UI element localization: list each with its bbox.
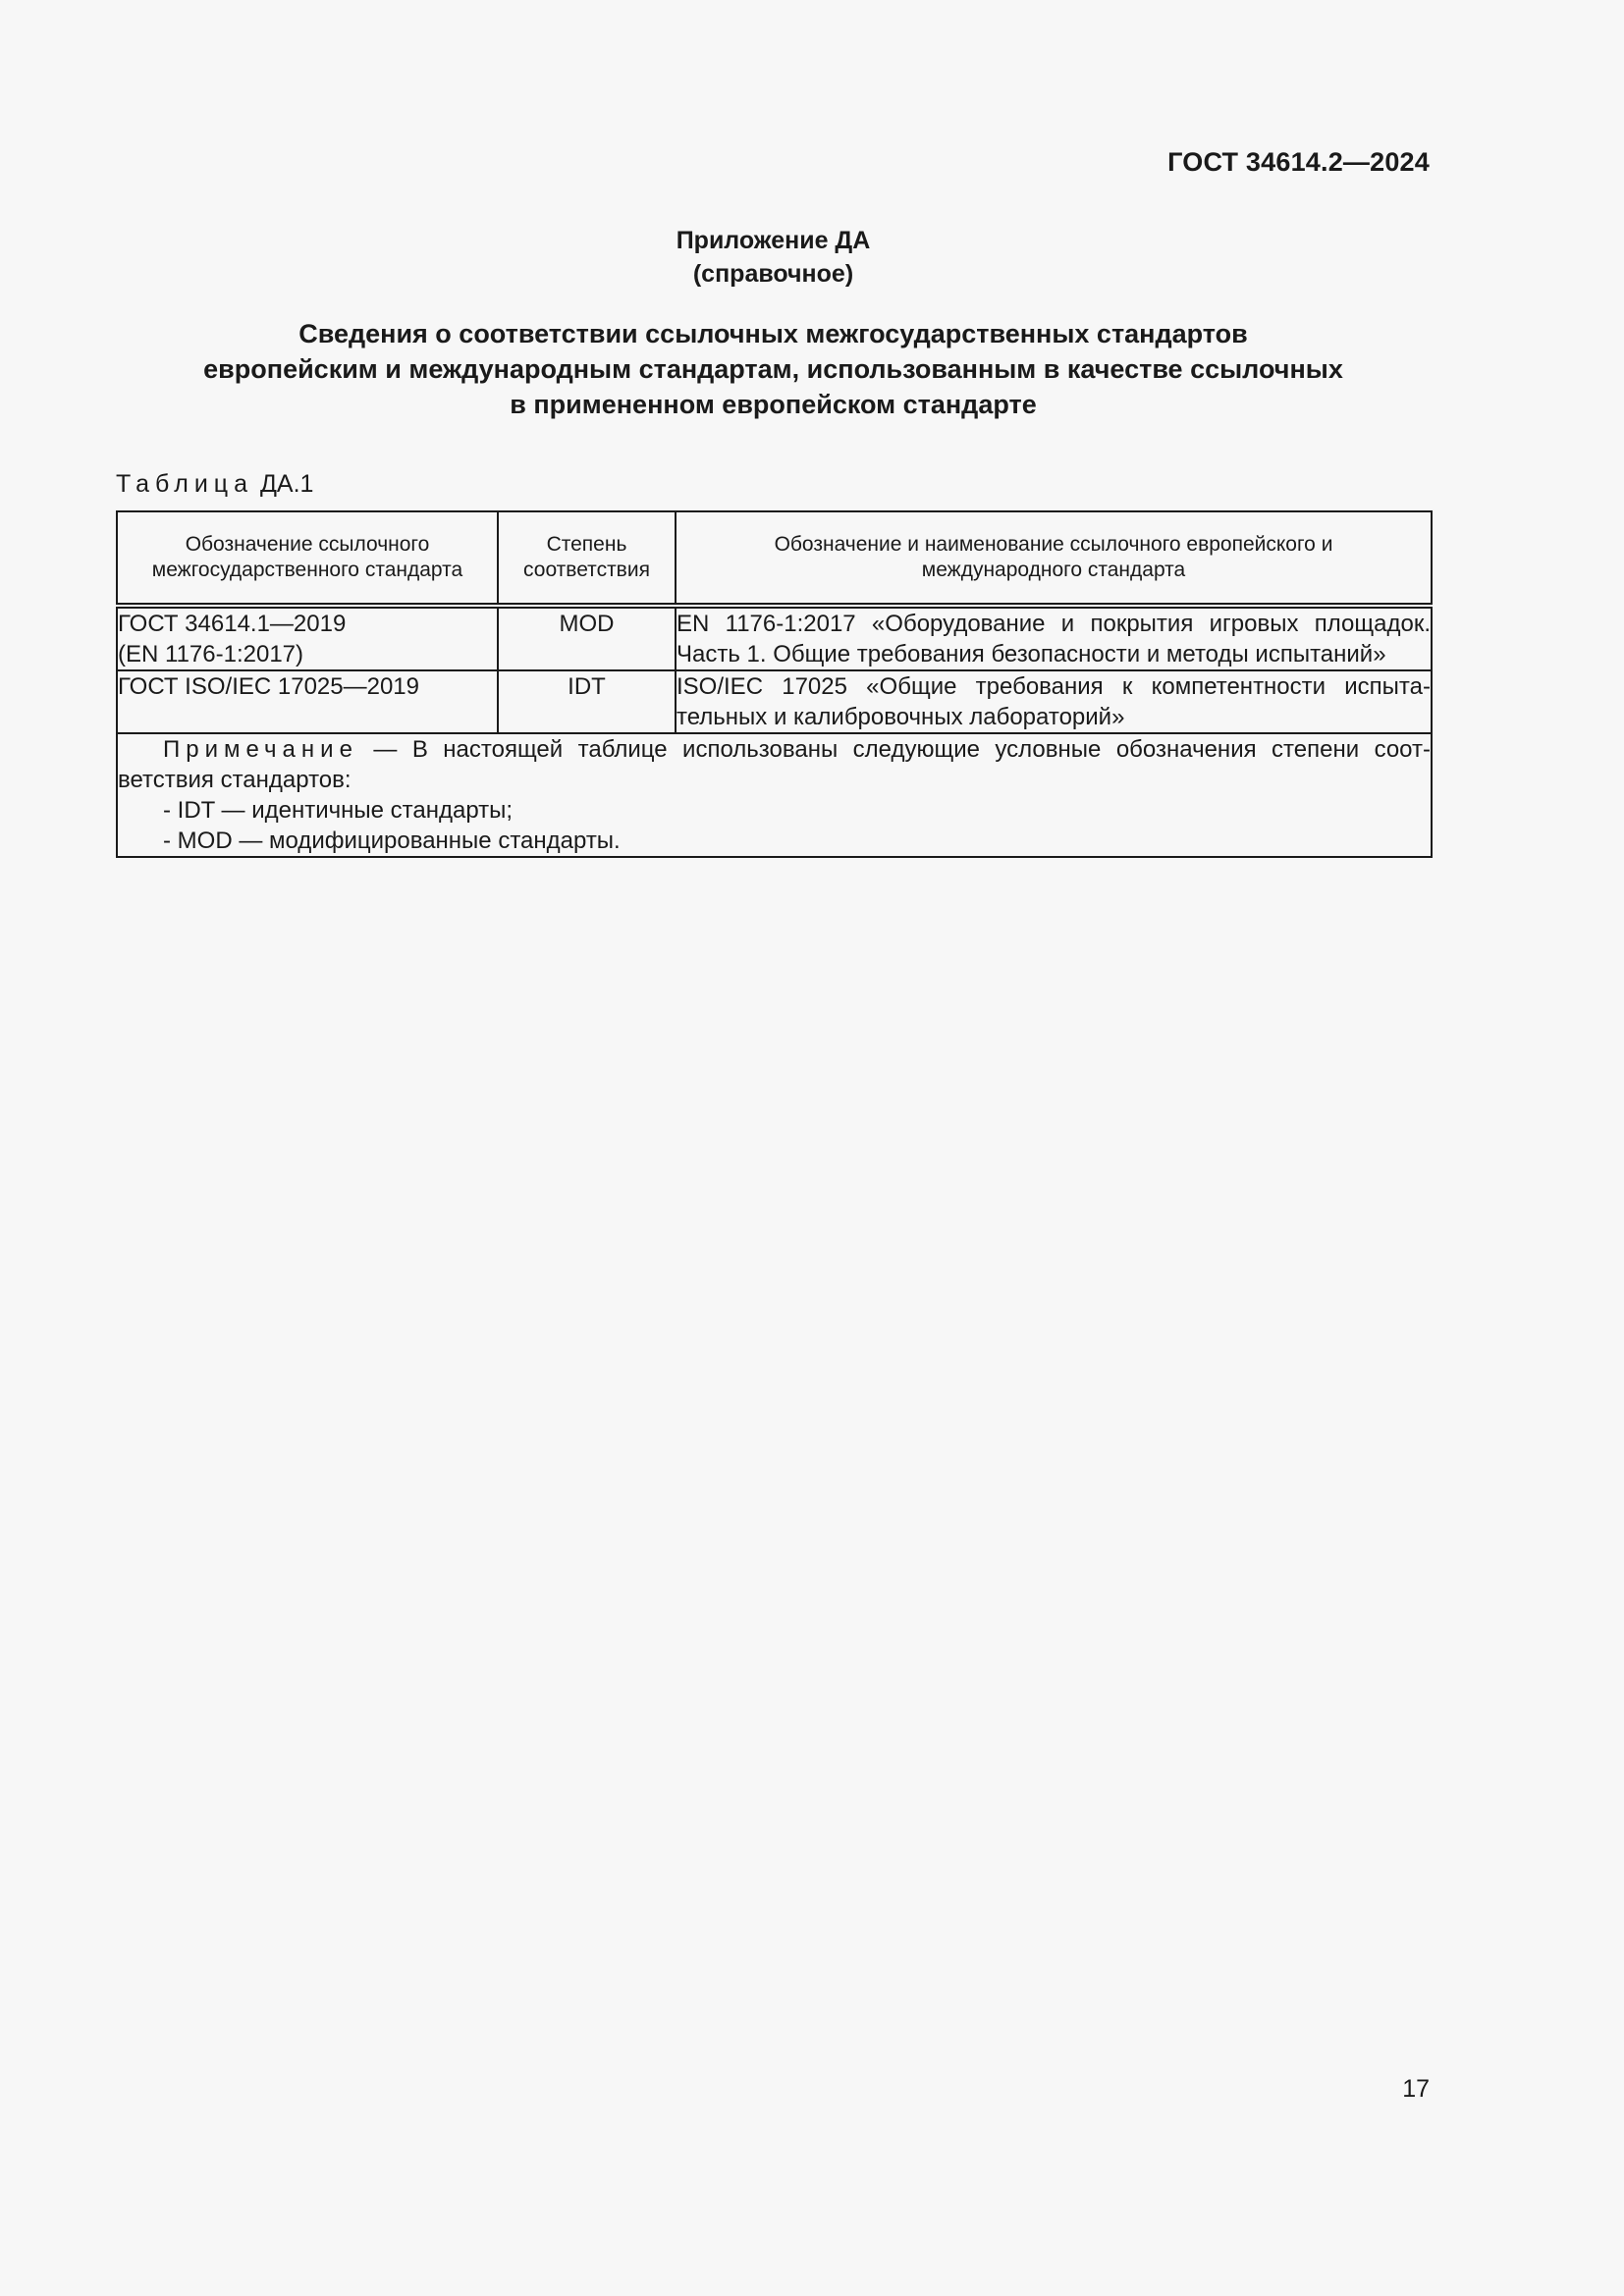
row-designation: ГОСТ ISO/IEC 17025—2019 (117, 670, 498, 733)
row-reference: ISO/IEC 17025 «Общие требования к компетентности испытательных и калибровочных лабораторий» (676, 670, 1432, 733)
header-designation: Обозначение ссылочного межгосударственного стандарта (117, 511, 498, 606)
table-caption (116, 470, 313, 499)
appendix-title: Приложение ДА (676, 227, 871, 254)
note-text: — В настоящей таблице использованы следующие условные обозначения степени соответствия стандартов: (118, 736, 1431, 793)
heading-line-2: европейским и международным стандартам, использованным в качестве ссылочных (203, 354, 1343, 384)
heading-line-3: в примененном европейском стандарте (510, 390, 1037, 419)
reference-standards-table (116, 510, 1433, 858)
note-item-mod: - MOD — модифицированные стандарты. (163, 828, 621, 854)
table-caption-word: Таблица (116, 470, 254, 498)
table-note (117, 733, 1432, 857)
table-caption-number: ДА.1 (259, 470, 314, 498)
table-header-row (117, 511, 1432, 606)
row-degree: MOD (498, 606, 676, 670)
row-designation: ГОСТ 34614.1—2019 (EN 1176-1:2017) (117, 606, 498, 670)
heading-line-1: Сведения о соответствии ссылочных межгосударственных стандартов (298, 319, 1248, 348)
appendix-heading (0, 224, 1546, 291)
table-row (117, 670, 1432, 733)
table-row (117, 606, 1432, 670)
appendix-subtitle: (справочное) (692, 260, 854, 288)
header-reference: Обозначение и наименование ссылочного европейского и международного стандарта (676, 511, 1432, 606)
header-degree: Степень соответствия (498, 511, 676, 606)
note-paragraph (118, 734, 1431, 795)
row-degree: IDT (498, 670, 676, 733)
section-heading (0, 316, 1546, 422)
document-code: ГОСТ 34614.2—2024 (1167, 147, 1430, 177)
note-item-idt: - IDT — идентичные стандарты; (163, 797, 514, 824)
note-label: Примечание (163, 736, 358, 763)
row-reference: EN 1176-1:2017 «Оборудование и покрытия игровых площадок. Часть 1. Общие требования безопасности и методы испытаний» (676, 606, 1432, 670)
table-note-row (117, 733, 1432, 857)
page-number: 17 (1402, 2075, 1430, 2103)
